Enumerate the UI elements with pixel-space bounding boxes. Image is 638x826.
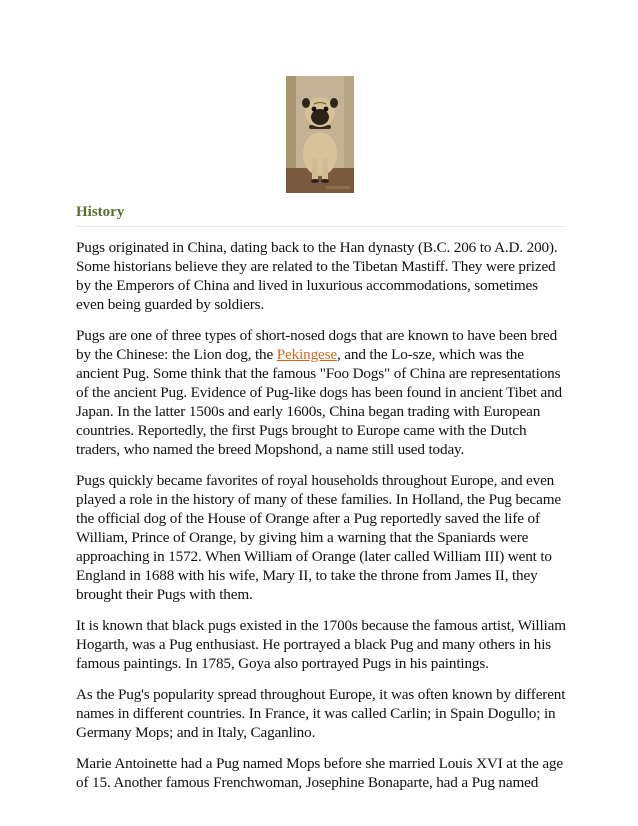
paragraph-text-before-link: Pugs are one of three types of short-nosed dogs that are known to have been bred by the Chinese: the Lion dog, the: [76, 327, 558, 363]
paragraph-black-pugs: It is known that black pugs existed in the 1700s because the famous artist, William Hogarth, was a Pug enthusiast. He portrayed a black Pug and many others in his famous paintings. In 1785, Goya also portrayed Pugs in his paintings.: [76, 617, 566, 672]
paragraph-text-after-link: , and the Lo-sze, which was the ancient Pug. Some think that the famous "Foo Dogs" of China are representations of the ancient Pug. Evidence of Pug-like dogs has been found in ancient Tibet and Japan. In the latter 1500s and early 1600s, China began trading with European countries. Reportedly, the first Pugs brought to Europe came with the Dutch traders, who named the breed Mopshond, a name still used today.: [76, 346, 562, 458]
paragraph-names-in-europe: As the Pug's popularity spread throughout Europe, it was often known by different names in different countries. In France, it was called Carlin; in Spain Dogullo; in Germany Mops; and in Italy, Caganlino.: [76, 686, 566, 741]
section-heading: History: [76, 204, 566, 227]
pug-photo: [286, 76, 354, 193]
paragraph-famous-owners: Marie Antoinette had a Pug named Mops before she married Louis XVI at the age of 15. Another famous Frenchwoman, Josephine Bonaparte, had a Pug named: [76, 755, 563, 791]
paragraph-origins: Pugs originated in China, dating back to the Han dynasty (B.C. 206 to A.D. 200). Some historians believe they are related to the Tibetan Mastiff. They were prized by the Emperors of China and lived in luxurious accommodations, sometimes even being guarded by soldiers.: [76, 239, 558, 313]
article-body: [76, 238, 566, 804]
pekingese-link[interactable]: Pekingese: [276, 346, 337, 363]
paragraph-short-nosed-breeds: [76, 326, 566, 459]
paragraph-royal-households: Pugs quickly became favorites of royal households throughout Europe, and even played a role in the history of many of these families. In Holland, the Pug became the official dog of the House of Orange after a Pug reportedly saved the life of William, Prince of Orange, by giving him a warning that the Spaniards were approaching in 1572. When William of Orange (later called William III) went to England in 1688 with his wife, Mary II, to take the throne from James II, they brought their Pugs with them.: [76, 472, 561, 603]
